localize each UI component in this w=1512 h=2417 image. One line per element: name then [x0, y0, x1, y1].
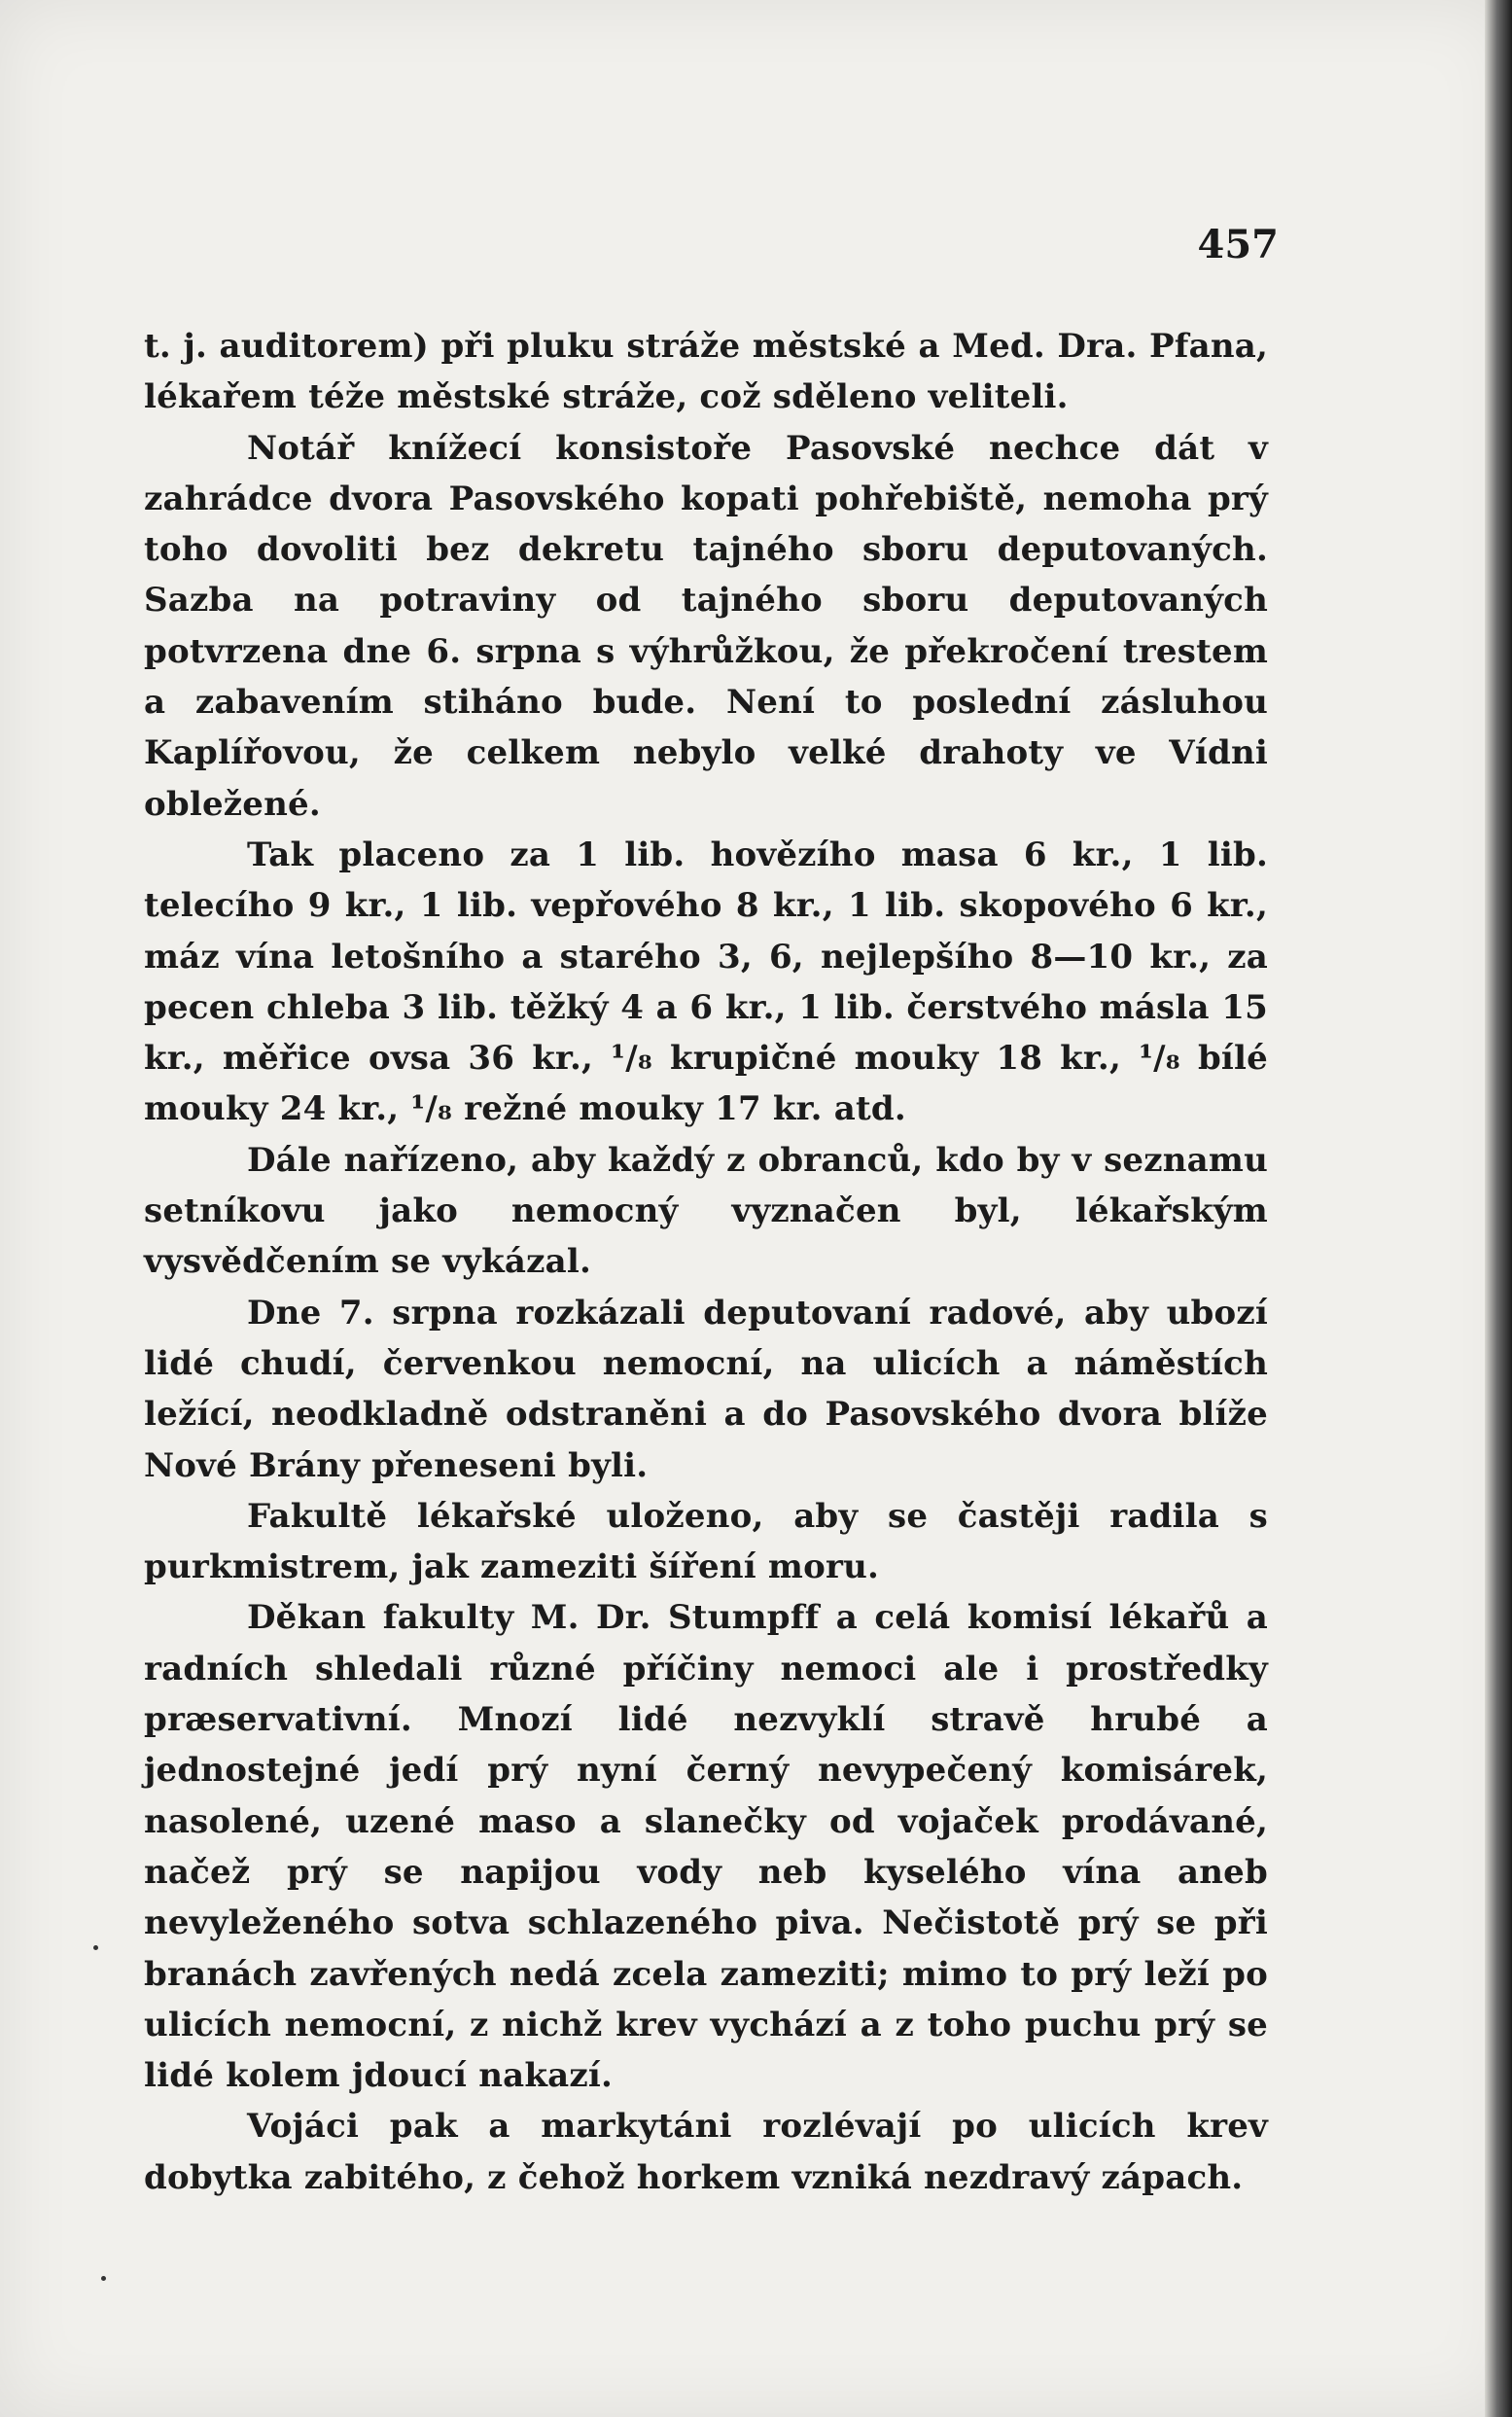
page-edge-shadow — [1485, 0, 1512, 2417]
paragraph: Fakultě lékařské uloženo, aby se častěji radila s purkmistrem, jak zameziti šíření moru. — [144, 1496, 1268, 1587]
paragraph: t. j. auditorem) při pluku stráže městské a Med. Dra. Pfana, lékařem téže městské stráže, což sděleno veliteli. — [144, 327, 1268, 417]
paragraph: Vojáci pak a markytáni rozlévají po ulicích krev dobytka zabitého, z čehož horkem vzniká nezdravý zápach. — [144, 2107, 1268, 2197]
paragraph: Děkan fakulty M. Dr. Stumpff a celá komisí lékařů a radních shledali různé příčiny nemoci ale i prostředky præservativní. Mnozí lidé nezvyklí stravě hrubé a jednostejné jedí prý nyní černý nevypečený komisárek, nasolené, uzené maso a slanečky od vojaček prodávané, načež prý se napijou vody neb kyselého vína aneb nevyleženého sotva schlazeného piva. Nečistotě prý se při branách zavřených nedá zcela zameziti; mimo to prý leží po ulicích nemocní, z nichž krev vychází a z toho puchu prý se lidé kolem jdoucí nakazí. — [144, 1598, 1268, 2096]
paragraph: Tak placeno za 1 lib. hovězího masa 6 kr., 1 lib. telecího 9 kr., 1 lib. vepřového 8 kr., 1 lib. skopového 6 kr., máz vína letošního a starého 3, 6, nejlepšího 8—10 kr., za pecen chleba 3 lib. těžký 4 a 6 kr., 1 lib. čerstvého másla 15 kr., měřice ovsa 36 kr., ¹/₈ krupičné mouky 18 kr., ¹/₈ bílé mouky 24 kr., ¹/₈ režné mouky 17 kr. atd. — [144, 835, 1268, 1129]
ink-speck — [101, 2276, 106, 2281]
paragraph: Dne 7. srpna rozkázali deputovaní radové, aby ubozí lidé chudí, červenkou nemocní, na ulicích a náměstích ležící, neodkladně odstraněni a do Pasovského dvora blíže Nové Brány přeneseni byli. — [144, 1293, 1268, 1485]
paragraph: Dále nařízeno, aby každý z obranců, kdo by v seznamu setníkovu jako nemocný vyznačen byl, lékařským vysvědčením se vykázal. — [144, 1140, 1268, 1282]
ink-speck — [93, 1945, 98, 1950]
body-text — [144, 321, 1268, 2203]
paragraph: Notář knížecí konsistoře Pasovské nechce dát v zahrádce dvora Pasovského kopati pohřebiště, nemoha prý toho dovoliti bez dekretu tajného sboru deputovaných. Sazba na potraviny od tajného sboru deputovaných potvrzena dne 6. srpna s výhrůžkou, že překročení trestem a zabavením stiháno bude. Není to poslední zásluhou Kaplířovou, že celkem nebylo velké drahoty ve Vídni obležené. — [144, 428, 1268, 824]
page-number: 457 — [1197, 222, 1279, 267]
